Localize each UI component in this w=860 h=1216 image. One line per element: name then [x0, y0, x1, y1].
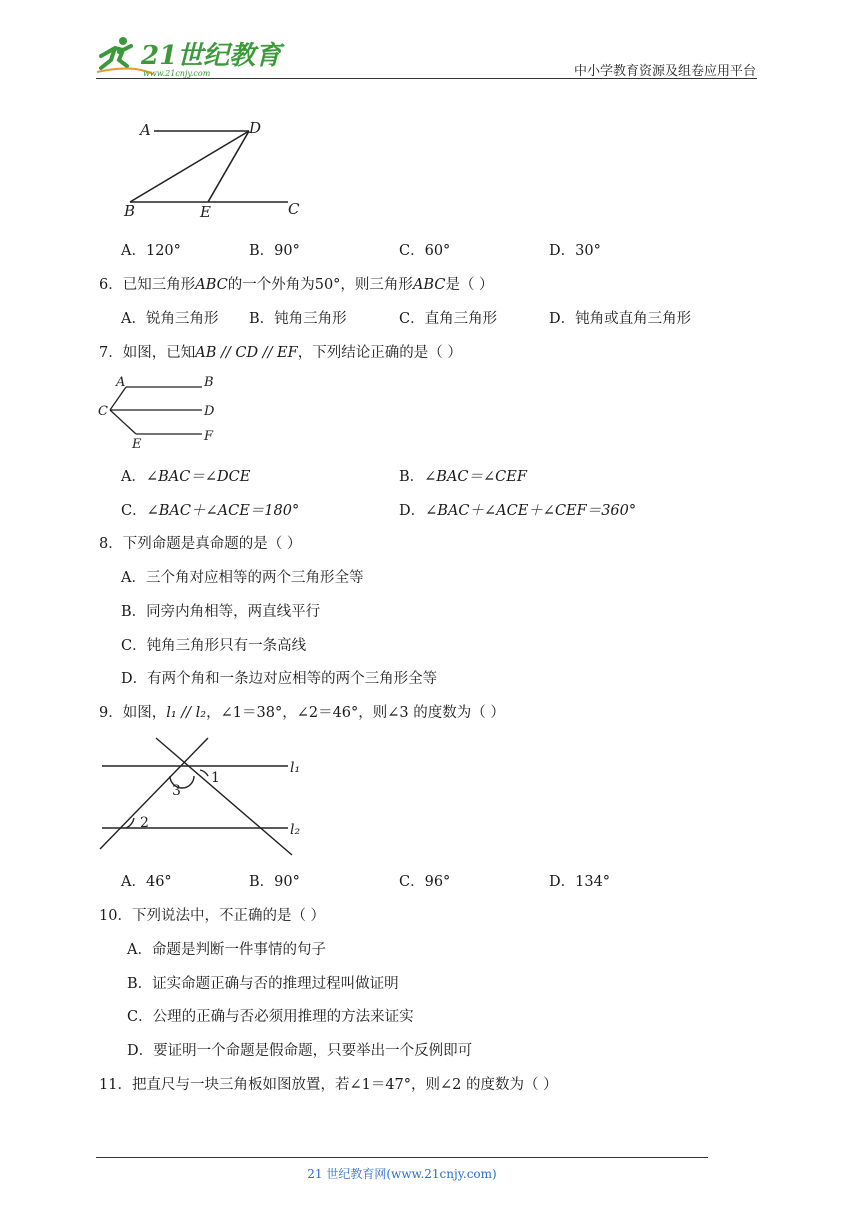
- q8-option-c: C．钝角三角形只有一条高线: [121, 638, 307, 654]
- q7-option-b: B．∠BAC＝∠CEF: [399, 469, 527, 485]
- footer-link[interactable]: 21 世纪教育网(www.21cnjy.com): [307, 1167, 497, 1181]
- fig9-angle-1: 1: [211, 770, 220, 786]
- q11-stem: 11．把直尺与一块三角板如图放置，若∠1＝47°，则∠2 的度数为（ ）: [99, 1077, 558, 1093]
- fig7-label-c: C: [98, 404, 108, 419]
- q10-option-d: D．要证明一个命题是假命题，只要举出一个反例即可: [127, 1043, 473, 1059]
- q10-stem: 10．下列说法中，不正确的是（ ）: [99, 908, 326, 924]
- q8-option-a: A．三个角对应相等的两个三角形全等: [121, 570, 364, 586]
- q9-stem: 9．如图，l₁ // l₂，∠1＝38°，∠2＝46°，则∠3 的度数为（ ）: [99, 705, 505, 721]
- fig9-angle-2: 2: [140, 815, 149, 831]
- fig7-label-f: F: [204, 429, 214, 444]
- q10-option-b: B．证实命题正确与否的推理过程叫做证明: [127, 976, 399, 992]
- site-logo: [93, 34, 282, 78]
- q7-option-a: A．∠BAC＝∠DCE: [121, 469, 251, 485]
- footer-divider: [96, 1157, 708, 1158]
- q6-stem: 6．已知三角形ABC的一个外角为50°，则三角形ABC是（ ）: [99, 277, 494, 293]
- fig7-label-d: D: [204, 404, 215, 419]
- fig5-label-c: C: [288, 200, 300, 218]
- q8-stem: 8．下列命题是真命题的是（ ）: [99, 536, 302, 552]
- figure-q7: [96, 372, 226, 452]
- q8-option-b: B．同旁内角相等，两直线平行: [121, 604, 321, 620]
- fig7-label-a: A: [116, 375, 126, 390]
- figure-q9: [96, 732, 316, 860]
- fig7-label-e: E: [132, 437, 142, 452]
- q9-option-c: C．96°: [399, 874, 451, 890]
- fig5-label-d: D: [249, 119, 262, 137]
- q10-option-a: A．命题是判断一件事情的句子: [127, 942, 326, 958]
- q5-option-b: B．90°: [249, 243, 300, 259]
- logo-url: www.21cnjy.com: [143, 69, 211, 78]
- q5-option-d: D．30°: [549, 243, 601, 259]
- q6-option-d: D．钝角或直角三角形: [549, 311, 692, 327]
- header-divider: [96, 78, 757, 79]
- q5-option-a: A．120°: [121, 243, 181, 259]
- figure-q5: [118, 112, 308, 222]
- q9-option-d: D．134°: [549, 874, 611, 890]
- fig7-label-b: B: [204, 375, 214, 390]
- fig5-label-a: A: [140, 121, 151, 139]
- fig5-label-e: E: [200, 203, 211, 221]
- fig5-label-b: B: [124, 202, 136, 220]
- q10-option-c: C．公理的正确与否必须用推理的方法来证实: [127, 1009, 414, 1025]
- q8-option-d: D．有两个角和一条边对应相等的两个三角形全等: [121, 671, 438, 687]
- q6-option-c: C．直角三角形: [399, 311, 498, 327]
- q7-option-d: D．∠BAC＋∠ACE＋∠CEF＝360°: [399, 503, 637, 519]
- q6-option-b: B．钝角三角形: [249, 311, 347, 327]
- q9-option-b: B．90°: [249, 874, 300, 890]
- q7-option-c: C．∠BAC＋∠ACE＝180°: [121, 503, 300, 519]
- fig9-angle-3: 3: [172, 783, 181, 799]
- q9-option-a: A．46°: [121, 874, 172, 890]
- q6-option-a: A．锐角三角形: [121, 311, 219, 327]
- logo-text: 21世纪教育: [141, 41, 282, 71]
- platform-name: 中小学教育资源及组卷应用平台: [573, 64, 756, 79]
- fig9-line-l2: l₂: [290, 822, 301, 838]
- fig9-line-l1: l₁: [290, 760, 301, 776]
- q7-stem: 7．如图，已知AB // CD // EF，下列结论正确的是（ ）: [99, 345, 462, 361]
- q5-option-c: C．60°: [399, 243, 451, 259]
